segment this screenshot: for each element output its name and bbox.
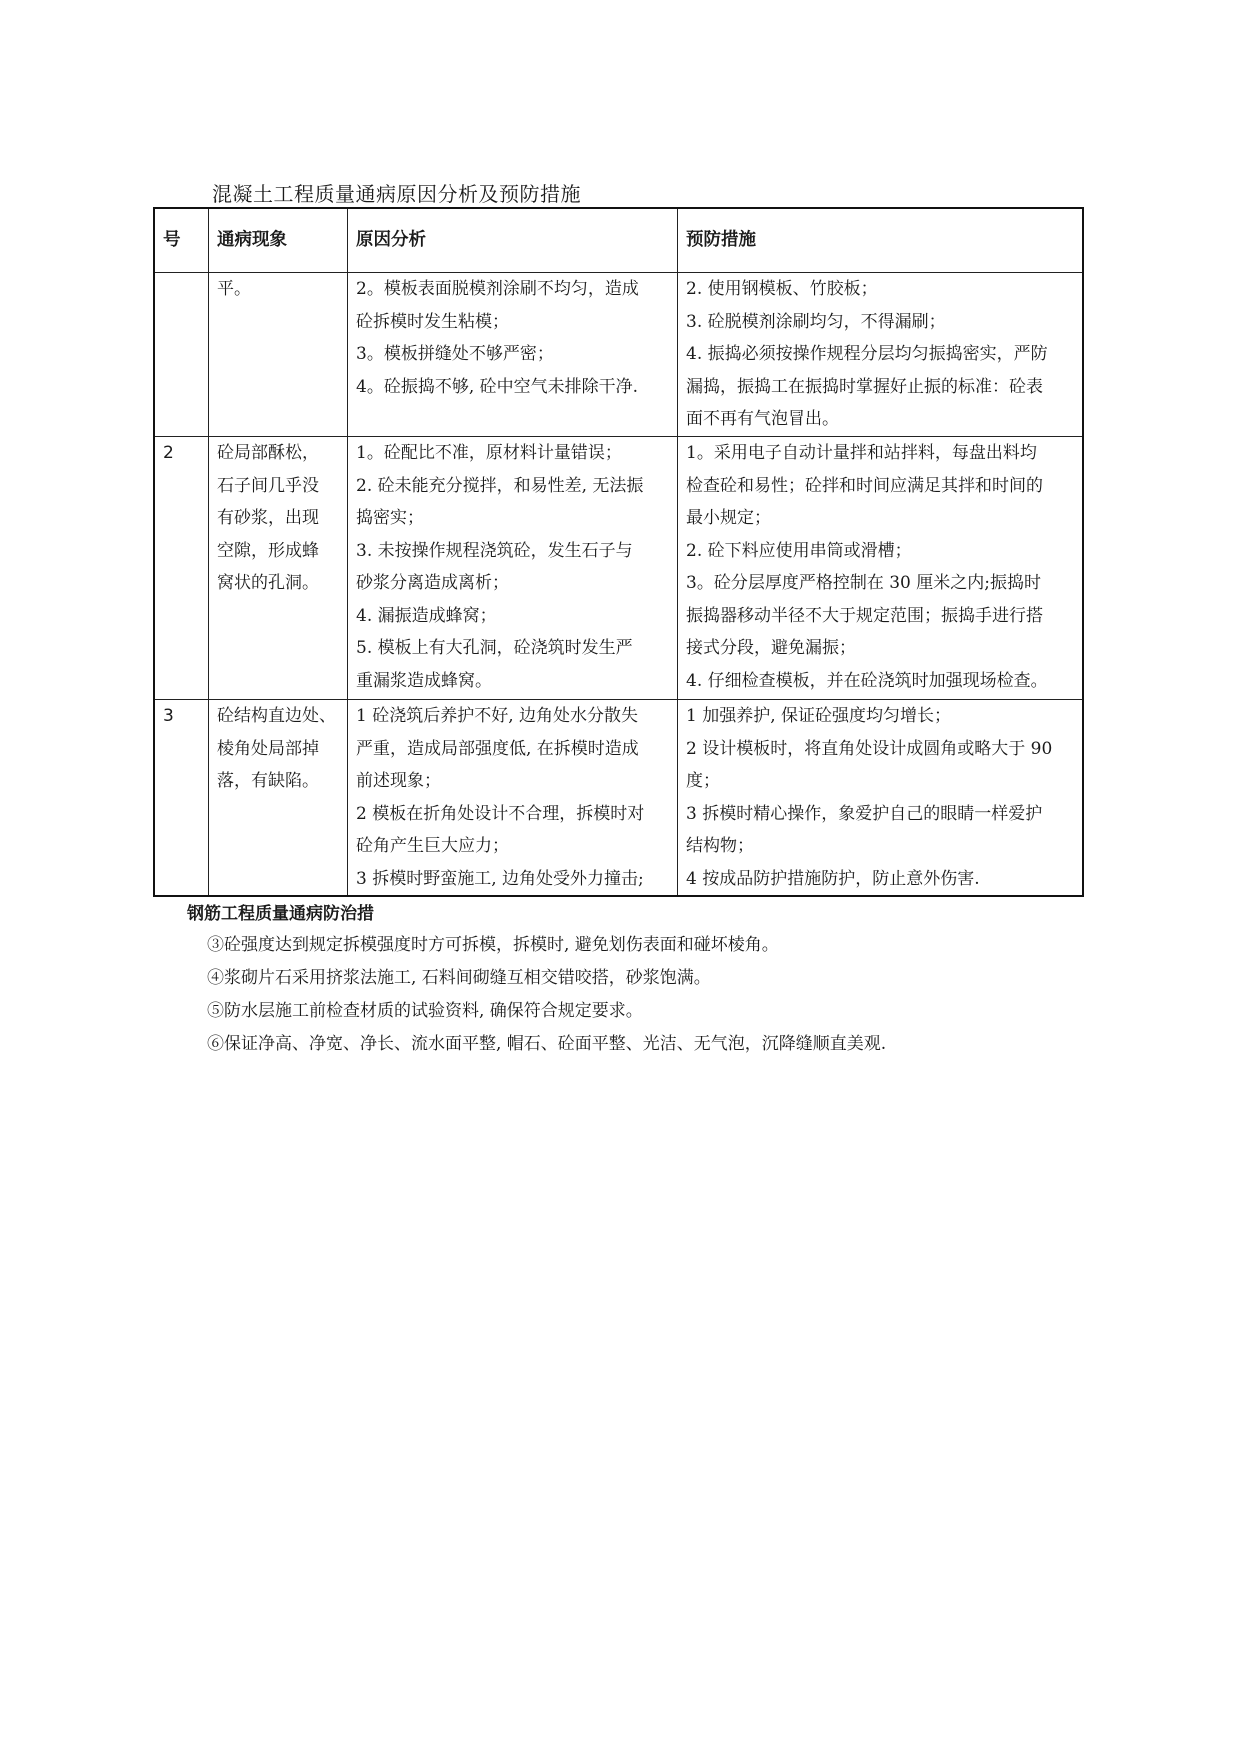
cause-line: 3。模板拼缝处不够严密； — [356, 344, 554, 364]
measure-line: 4 按成品防护措施防护，防止意外伤害. — [686, 868, 980, 889]
cause-line: 2. 砼未能充分搅拌，和易性差, 无法振 — [356, 475, 644, 496]
column-header-measures: 预防措施 — [678, 208, 1084, 273]
symptom-line: 平。 — [217, 279, 251, 299]
symptom-line: 窝状的孔洞。 — [217, 573, 319, 593]
page-title: 混凝土工程质量通病原因分析及预防措施 — [212, 182, 581, 206]
measure-line: 接式分段，避免漏振； — [686, 638, 856, 658]
measure-line: 2. 使用钢模板、竹胶板； — [686, 279, 878, 299]
measure-line: 1。采用电子自动计量拌和站拌料，每盘出料均 — [686, 443, 1037, 463]
row-number-cell: 2 — [154, 437, 209, 700]
measure-line: 2. 砼下料应使用串筒或滑槽； — [686, 540, 912, 561]
measure-line: 检查砼和易性；砼拌和时间应满足其拌和时间的 — [686, 475, 1043, 496]
measure-line: 3. 砼脱模剂涂刷均匀，不得漏刷； — [686, 311, 946, 332]
measure-line: 度； — [686, 771, 720, 791]
measure-line: 3。砼分层厚度严格控制在 30 厘米之内;振捣时 — [686, 573, 1041, 593]
symptom-cell — [209, 700, 348, 897]
symptom-cell — [209, 437, 348, 700]
measure-cell — [678, 273, 1084, 437]
cause-line: 重漏浆造成蜂窝。 — [356, 670, 492, 691]
table-row — [154, 700, 1083, 897]
cause-line: 2 模板在折角处设计不合理，拆模时对 — [356, 803, 645, 824]
symptom-line: 砼局部酥松， — [217, 443, 319, 463]
table-header-row — [154, 208, 1083, 273]
cause-line: 前述现象； — [356, 771, 441, 791]
symptom-cell — [209, 273, 348, 437]
symptom-line: 空隙，形成蜂 — [217, 540, 319, 561]
cause-line: 砂浆分离造成离析； — [356, 573, 509, 593]
symptom-line: 石子间几乎没 — [217, 475, 319, 496]
cause-line: 5. 模板上有大孔洞，砼浇筑时发生严 — [356, 638, 633, 658]
symptom-line: 砼结构直边处、 — [217, 706, 336, 726]
symptom-line: 棱角处局部掉 — [217, 738, 319, 759]
cause-line: 砼拆模时发生粘模； — [356, 311, 509, 332]
cause-line: 4. 漏振造成蜂窝； — [356, 605, 497, 626]
column-header-number: 号 — [154, 208, 209, 273]
measure-line: 振捣器移动半径不大于规定范围；振捣手进行搭 — [686, 605, 1043, 626]
cause-line: 1 砼浇筑后养护不好, 边角处水分散失 — [356, 706, 639, 726]
measure-line: 面不再有气泡冒出。 — [686, 409, 839, 429]
measure-line: 4. 振捣必须按操作规程分层均匀振捣密实，严防 — [686, 344, 1048, 364]
symptom-line: 落，有缺陷。 — [217, 771, 319, 791]
row-number-cell: 3 — [154, 700, 209, 897]
measure-line: 结构物； — [686, 836, 754, 856]
note-paragraph: ④浆砌片石采用挤浆法施工, 石料间砌缝互相交错咬搭，砂浆饱满。 — [207, 968, 711, 988]
table-row — [154, 273, 1083, 437]
cause-line: 3. 未按操作规程浇筑砼，发生石子与 — [356, 540, 633, 561]
measure-line: 4. 仔细检查模板，并在砼浇筑时加强现场检查。 — [686, 670, 1048, 691]
measure-line: 最小规定； — [686, 508, 771, 528]
measure-cell — [678, 700, 1084, 897]
cause-cell — [348, 273, 678, 437]
cause-line: 1。砼配比不准，原材料计量错误； — [356, 443, 622, 463]
cause-line: 4。砼振捣不够, 砼中空气未排除干净. — [356, 376, 639, 397]
table-row — [154, 437, 1083, 700]
cause-line: 捣密实； — [356, 508, 424, 528]
cause-line: 砼角产生巨大应力； — [356, 836, 509, 856]
row-number-cell — [154, 273, 209, 437]
cause-cell — [348, 437, 678, 700]
cause-line: 3 拆模时野蛮施工, 边角处受外力撞击; — [356, 868, 644, 889]
measure-line: 漏捣，振捣工在振捣时掌握好止振的标准：砼表 — [686, 376, 1043, 397]
measure-cell — [678, 437, 1084, 700]
note-paragraph: ③砼强度达到规定拆模强度时方可拆模，拆模时, 避免划伤表面和碰坏棱角。 — [207, 935, 779, 955]
section-heading: 钢筋工程质量通病防治措 — [187, 904, 374, 924]
defect-table — [153, 207, 1084, 897]
column-header-cause: 原因分析 — [348, 208, 678, 273]
cause-line: 2。模板表面脱模剂涂刷不均匀，造成 — [356, 279, 639, 299]
measure-line: 2 设计模板时，将直角处设计成圆角或略大于 90 — [686, 738, 1053, 759]
cause-line: 严重，造成局部强度低, 在拆模时造成 — [356, 738, 639, 759]
note-paragraph: ⑤防水层施工前检查材质的试验资料, 确保符合规定要求。 — [207, 1001, 643, 1021]
cause-cell — [348, 700, 678, 897]
column-header-symptom: 通病现象 — [209, 208, 348, 273]
symptom-line: 有砂浆，出现 — [217, 508, 319, 528]
note-paragraph: ⑥保证净高、净宽、净长、流水面平整, 帽石、砼面平整、光洁、无气泡，沉降缝顺直美观. — [207, 1034, 887, 1054]
measure-line: 1 加强养护, 保证砼强度均匀增长； — [686, 706, 952, 726]
measure-line: 3 拆模时精心操作，象爱护自己的眼睛一样爱护 — [686, 803, 1043, 824]
